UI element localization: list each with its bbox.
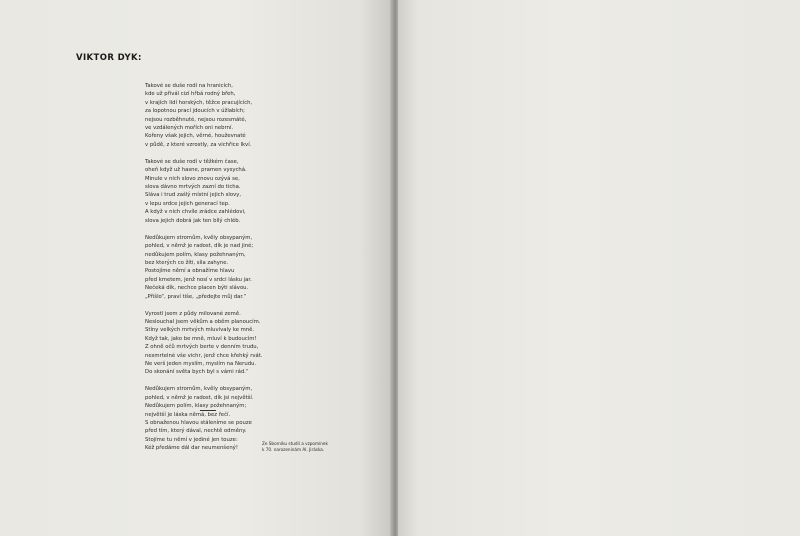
poem-line: Minule v nich slovo znovu ozývá se, xyxy=(145,175,240,182)
poem-line: před tím, který dával, nechtě odměny. xyxy=(145,428,247,435)
source-note-line: Ze Sborníku studií a vzpomínek xyxy=(262,441,328,446)
poem-line: ve vzdálených mořích oni nebrní. xyxy=(145,125,234,132)
poem-line: před kmetem, jenž nosí v srdci lásku jar. xyxy=(145,276,252,283)
poem-line: Vyrostl jsem z půdy milované země. xyxy=(145,310,241,317)
poem-line: Postojíme němí a obnažíme hlavu xyxy=(145,268,235,275)
poem-line: největší je láska němá, bez řečí. xyxy=(145,411,231,418)
poem-line: Nedůkujem stromům, kvěly obsypaným, xyxy=(145,234,253,241)
poem-stanza xyxy=(145,82,295,149)
poem-line: „Přišlo“, praví tiše, „předejte můj dar.“ xyxy=(145,293,247,300)
poem-line: Nečeká dík, nechce placen býti slávou. xyxy=(145,285,249,292)
right-page xyxy=(398,0,800,536)
poem-line: za lopotnou prací jdoucích v úžlabích; xyxy=(145,108,245,115)
poem-line: Sláva i trud zašlý místní jejich slovy, xyxy=(145,192,242,199)
poem-line: Neslouchal jsem věkům a oběm planoucím. xyxy=(145,318,261,325)
poem-line: v krajích lidí horských, těžce pracujících, xyxy=(145,99,253,106)
poem-line: Kořeny však jejich, věrné, houževnaté xyxy=(145,133,246,140)
poem-line: nejsou rozběhnuté, nejsou rozesmáté, xyxy=(145,116,247,123)
poem-stanza xyxy=(145,310,295,377)
source-note xyxy=(262,441,362,453)
poem-line: Z ohně očů mrtvých berte v denním trudu, xyxy=(145,344,259,351)
poem-line: Stíny velkých mrtvých mluvívaly ke mně. xyxy=(145,327,255,334)
poem-line: Takové se duše rodí na hranicích, xyxy=(145,83,233,89)
poem-line: kde už přivál cizí hřbá rodný břeh, xyxy=(145,91,236,98)
section-divider xyxy=(200,410,216,411)
poem-line: v lepu srdce jejich generací tep. xyxy=(145,200,230,207)
poem-line: S obnaženou hlavou stáleníme se pouze xyxy=(145,420,252,426)
poem-stanza xyxy=(145,158,295,225)
poem-stanza xyxy=(145,234,295,301)
left-page xyxy=(0,0,392,536)
poem-line: Do skonání světa bych byl s vámi rád.“ xyxy=(145,369,249,376)
poem-line: Když tak, jako be mně, mluví k budoucím! xyxy=(145,335,257,342)
poem-line: Nedůkujem polím, klasy požehnaným; xyxy=(145,403,247,410)
poem-line: nesmrtelné vše vichr, jenž chce křehký rvát. xyxy=(145,352,263,359)
poem-line: pohled, v němž je radost, dík je nad jiné; xyxy=(145,243,254,250)
poem-line: Ne verš jeden myslím, myslím na Nerudu. xyxy=(145,360,257,367)
author-heading: VIKTOR DYK: xyxy=(76,53,142,63)
poem xyxy=(145,82,295,461)
poem-line: pohled, v němž je radost, dík jsi největší. xyxy=(145,394,254,401)
poem-line: slova jejich dobrá jak ten bílý chléb. xyxy=(145,217,241,224)
poem-line: Takové se duše rodí v těžkém čase, xyxy=(145,158,239,165)
poem-line: oheň když už hasne, pramen vysychá. xyxy=(145,167,247,174)
poem-line: nedůkujem polím, klasy požehnaným, xyxy=(145,251,246,258)
poem-line: bez kterých co žíti, síla zahyne. xyxy=(145,259,229,266)
poem-line: Nedůkujem stromům, kvěly obsypaným, xyxy=(145,386,253,393)
source-note-line: k 70. narozeninám Al. Jiráska. xyxy=(262,447,325,453)
poem-line: Stojíme tu němí v jediné jen touze: xyxy=(145,436,238,443)
poem-line: A když v nich chvíle zrádce zahlédovi, xyxy=(145,209,246,216)
poem-line: v půdě, z které vzrostly, za vichřice lkví. xyxy=(145,141,252,148)
poem-line: Kéž předáme dál dar neumenšený! xyxy=(145,445,238,452)
poem-line: slova dávno mrtvých zazní do ticha. xyxy=(145,184,241,191)
